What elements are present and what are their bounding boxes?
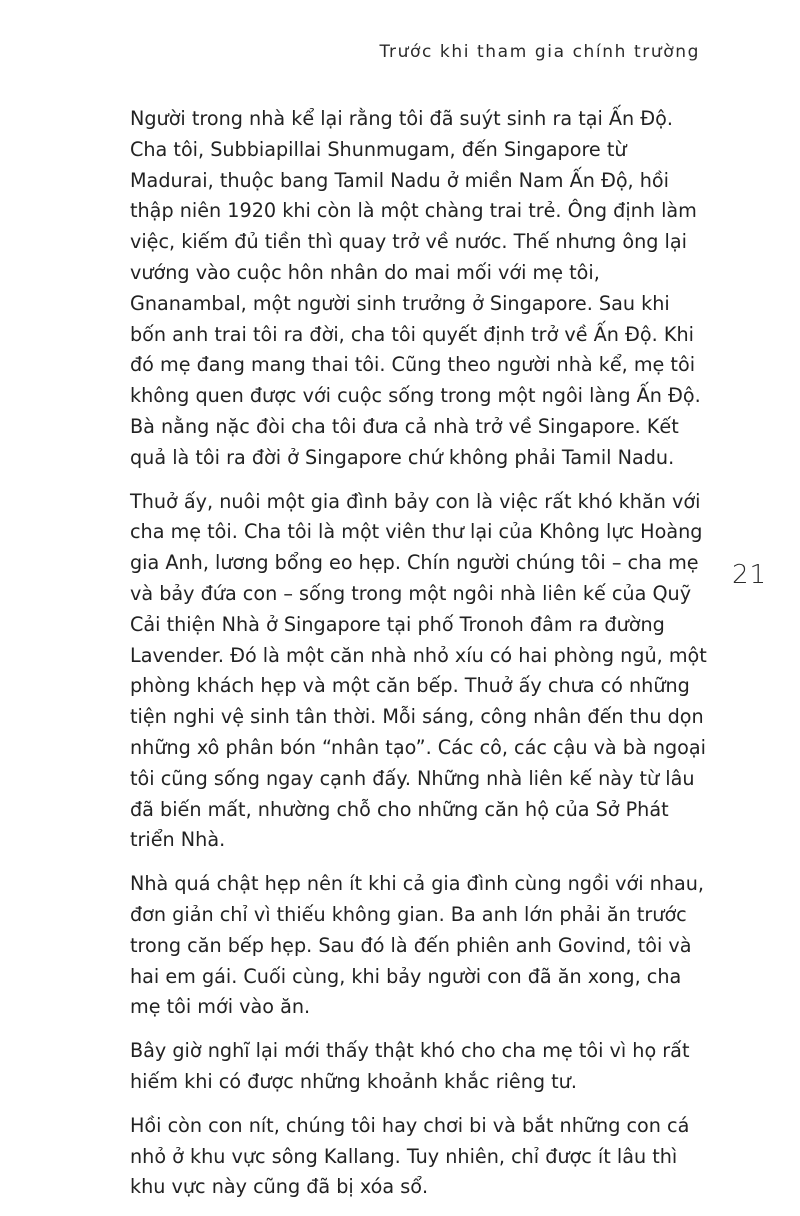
paragraph-2: Thuở ấy, nuôi một gia đình bảy con là việc rất khó khăn với cha mẹ tôi. Cha tôi là một viên thư lại của Không lực Hoàng gia Anh, lương bổng eo hẹp. Chín người chúng tôi – cha mẹ và bảy đứa con – sống trong một ngôi nhà liên kế của Quỹ Cải thiện Nhà ở Singapore tại phố Tronoh đâm ra đường Lavender. Đó là một căn nhà nhỏ xíu có hai phòng ngủ, một phòng khách hẹp và một căn bếp. Thuở ấy chưa có những tiện nghi vệ sinh tân thời. Mỗi sáng, công nhân đến thu dọn những xô phân bón “nhân tạo”. Các cô, các cậu và bà ngoại tôi cũng sống ngay cạnh đấy. Những nhà liên kế này từ lâu đã biến mất, nhường chỗ cho những căn hộ của Sở Phát triển Nhà. xyxy=(130,489,707,852)
running-header: Trước khi tham gia chính trường xyxy=(379,42,700,62)
paragraph-5: Hồi còn con nít, chúng tôi hay chơi bi và bắt những con cá nhỏ ở khu vực sông Kallang. Tuy nhiên, chỉ được ít lâu thì khu vực này cũng đã bị xóa sổ. xyxy=(130,1113,690,1199)
body-text xyxy=(130,104,710,1216)
paragraph-1: Người trong nhà kể lại rằng tôi đã suýt sinh ra tại Ấn Độ. Cha tôi, Subbiapillai Shunmugam, đến Singapore từ Madurai, thuộc bang Tamil Nadu ở miền Nam Ấn Độ, hồi thập niên 1920 khi còn là một chàng trai trẻ. Ông định làm việc, kiếm đủ tiền thì quay trở về nước. Thế nhưng ông lại vướng vào cuộc hôn nhân do mai mối với mẹ tôi, Gnanambal, một người sinh trưởng ở Singapore. Sau khi bốn anh trai tôi ra đời, cha tôi quyết định trở về Ấn Độ. Khi đó mẹ đang mang thai tôi. Cũng theo người nhà kể, mẹ tôi không quen được với cuộc sống trong một ngôi làng Ấn Độ. Bà nằng nặc đòi cha tôi đưa cả nhà trở về Singapore. Kết quả là tôi ra đời ở Singapore chứ không phải Tamil Nadu. xyxy=(130,107,701,469)
paragraph-4: Bây giờ nghĩ lại mới thấy thật khó cho cha mẹ tôi vì họ rất hiếm khi có được những khoảnh khắc riêng tư. xyxy=(130,1039,690,1093)
paragraph-3: Nhà quá chật hẹp nên ít khi cả gia đình cùng ngồi với nhau, đơn giản chỉ vì thiếu không gian. Ba anh lớn phải ăn trước trong căn bếp hẹp. Sau đó là đến phiên anh Govind, tôi và hai em gái. Cuối cùng, khi bảy người con đã ăn xong, cha mẹ tôi mới vào ăn. xyxy=(130,872,705,1019)
page-number: 21 xyxy=(732,560,768,590)
